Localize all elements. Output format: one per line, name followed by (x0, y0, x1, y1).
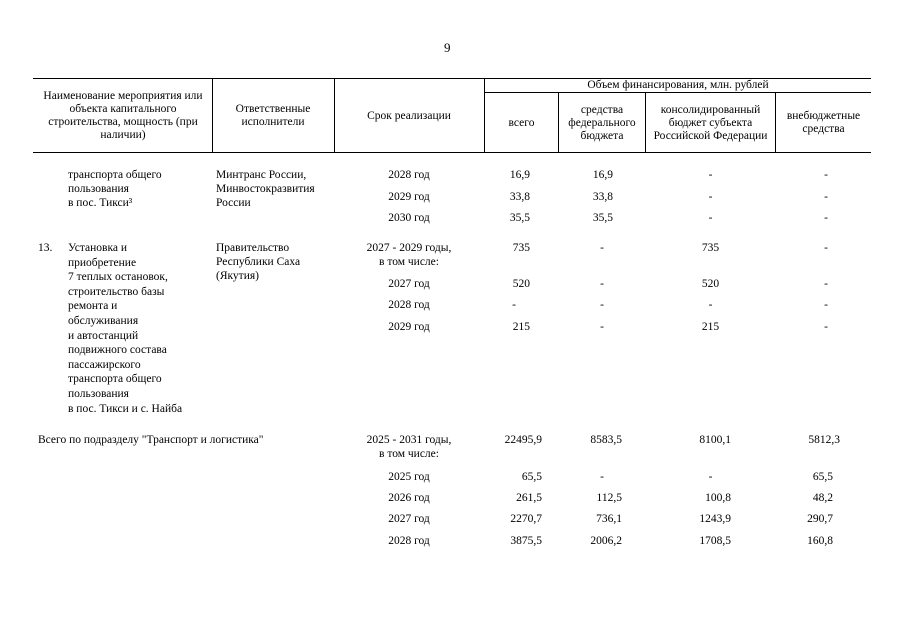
extra-cell: - (824, 278, 828, 290)
header-extra: внебюджетные средства (786, 110, 861, 135)
total-cell: 16,9 (509, 169, 530, 181)
period-cell: 2028 год (388, 169, 430, 181)
federal-cell: 2006,2 (590, 535, 622, 547)
extra-cell: 290,7 (807, 513, 833, 525)
header-bottom-rule (33, 152, 871, 153)
period-cell: 2028 год (388, 535, 430, 547)
total-cell: 520 (512, 278, 530, 290)
period-cell: 2025 год (388, 471, 430, 483)
header-total: всего (508, 116, 535, 129)
name-line: пользования (68, 387, 129, 400)
header-regional: консолидированный бюджет субъекта Российской Федерации (653, 103, 768, 142)
extra-cell: - (824, 299, 828, 311)
extra-cell: 48,2 (812, 492, 833, 504)
name-line: транспорта общего (68, 373, 162, 386)
name-line: транспорта общего (68, 169, 162, 181)
extra-cell: 65,5 (812, 471, 833, 483)
period-cell: 2029 год (388, 191, 430, 203)
regional-cell: 8100,1 (699, 434, 731, 446)
funding-subheader-rule (484, 92, 871, 93)
regional-cell: - (708, 471, 713, 483)
regional-cell: 100,8 (705, 492, 731, 504)
exec-line: (Якутия) (216, 270, 259, 282)
exec-line: Минвостокразвития (216, 183, 315, 195)
regional-cell: - (708, 169, 713, 181)
cont-name (68, 168, 208, 210)
period-line: в том числе: (379, 256, 439, 268)
summary-label: Всего по подразделу "Транспорт и логистика" (38, 434, 264, 446)
total-cell: 215 (512, 321, 530, 333)
period-cell: 2027 год (388, 278, 430, 290)
item13-name (68, 241, 213, 416)
exec-line: Республики Саха (216, 256, 301, 268)
header-executors: Ответственные исполнители (235, 103, 311, 128)
extra-cell: - (824, 191, 828, 203)
header-period: Срок реализации (367, 109, 451, 122)
item13-executors (216, 241, 334, 283)
total-cell: 65,5 (521, 471, 542, 483)
federal-cell: 112,5 (596, 492, 622, 504)
column-divider (334, 78, 335, 153)
name-line: ремонта и (68, 300, 118, 313)
regional-cell: - (708, 299, 713, 311)
name-line: пользования (68, 183, 129, 195)
column-divider (212, 78, 213, 153)
page-number: 9 (444, 40, 451, 55)
name-line: пассажирского (68, 358, 141, 371)
federal-cell: 16,9 (592, 169, 613, 181)
header-federal: средства федерального бюджета (568, 103, 636, 142)
name-line: 7 теплых остановок, (68, 271, 168, 284)
federal-cell: - (600, 321, 604, 333)
period-cell: 2027 год (388, 513, 430, 525)
period-cell: 2030 год (388, 212, 430, 224)
column-divider (558, 92, 559, 153)
extra-cell: - (824, 212, 828, 224)
regional-cell: - (708, 212, 713, 224)
period-cell: 2026 год (388, 492, 430, 504)
period-cell (337, 433, 481, 461)
name-line: Установка и (68, 242, 128, 254)
period-line: 2025 - 2031 годы, (366, 434, 452, 446)
federal-cell: 35,5 (592, 212, 613, 224)
federal-cell: 736,1 (596, 513, 622, 525)
header-funding: Объем финансирования, млн. рублей (587, 79, 769, 91)
cont-executors (216, 168, 334, 210)
total-cell: 735 (512, 242, 530, 254)
extra-cell: - (824, 242, 828, 254)
federal-cell: - (600, 242, 604, 254)
name-line: обслуживания (68, 314, 139, 327)
federal-cell: - (600, 278, 604, 290)
name-line: в пос. Тикси³ (68, 197, 133, 209)
period-line: 2027 - 2029 годы, (366, 242, 452, 254)
total-cell: 3875,5 (510, 535, 542, 547)
extra-cell: 5812,3 (808, 434, 840, 446)
column-divider (775, 92, 776, 153)
name-line: приобретение (68, 256, 137, 269)
name-line: подвижного состава (68, 344, 167, 357)
name-line: строительство базы (68, 285, 165, 298)
extra-cell: - (824, 321, 828, 333)
total-cell: - (512, 299, 516, 311)
total-cell: 261,5 (516, 492, 542, 504)
regional-cell: 1243,9 (699, 513, 731, 525)
item-number: 13. (38, 242, 53, 254)
federal-cell: - (600, 471, 604, 483)
total-cell: 35,5 (509, 212, 530, 224)
total-cell: 2270,7 (510, 513, 542, 525)
name-line: в пос. Тикси и с. Найба (68, 402, 183, 415)
total-cell: 22495,9 (504, 434, 542, 446)
federal-cell: - (600, 299, 604, 311)
column-divider (484, 78, 485, 153)
header-name: Наименование мероприятия или объекта капитального строительства, мощность (при наличии) (43, 90, 203, 141)
total-cell: 33,8 (509, 191, 530, 203)
exec-line: Правительство (216, 242, 290, 254)
period-cell (337, 241, 481, 269)
federal-cell: 8583,5 (590, 434, 622, 446)
regional-cell: - (708, 191, 713, 203)
extra-cell: - (824, 169, 828, 181)
period-cell: 2028 год (388, 299, 430, 311)
exec-line: России (216, 197, 251, 209)
period-cell: 2029 год (388, 321, 430, 333)
regional-cell: 215 (701, 321, 720, 333)
period-line: в том числе: (379, 448, 439, 460)
federal-cell: 33,8 (592, 191, 613, 203)
name-line: и автостанций (68, 329, 139, 342)
regional-cell: 1708,5 (699, 535, 731, 547)
column-divider (645, 92, 646, 153)
extra-cell: 160,8 (807, 535, 833, 547)
regional-cell: 520 (701, 278, 720, 290)
exec-line: Минтранс России, (216, 169, 307, 181)
regional-cell: 735 (701, 242, 720, 254)
